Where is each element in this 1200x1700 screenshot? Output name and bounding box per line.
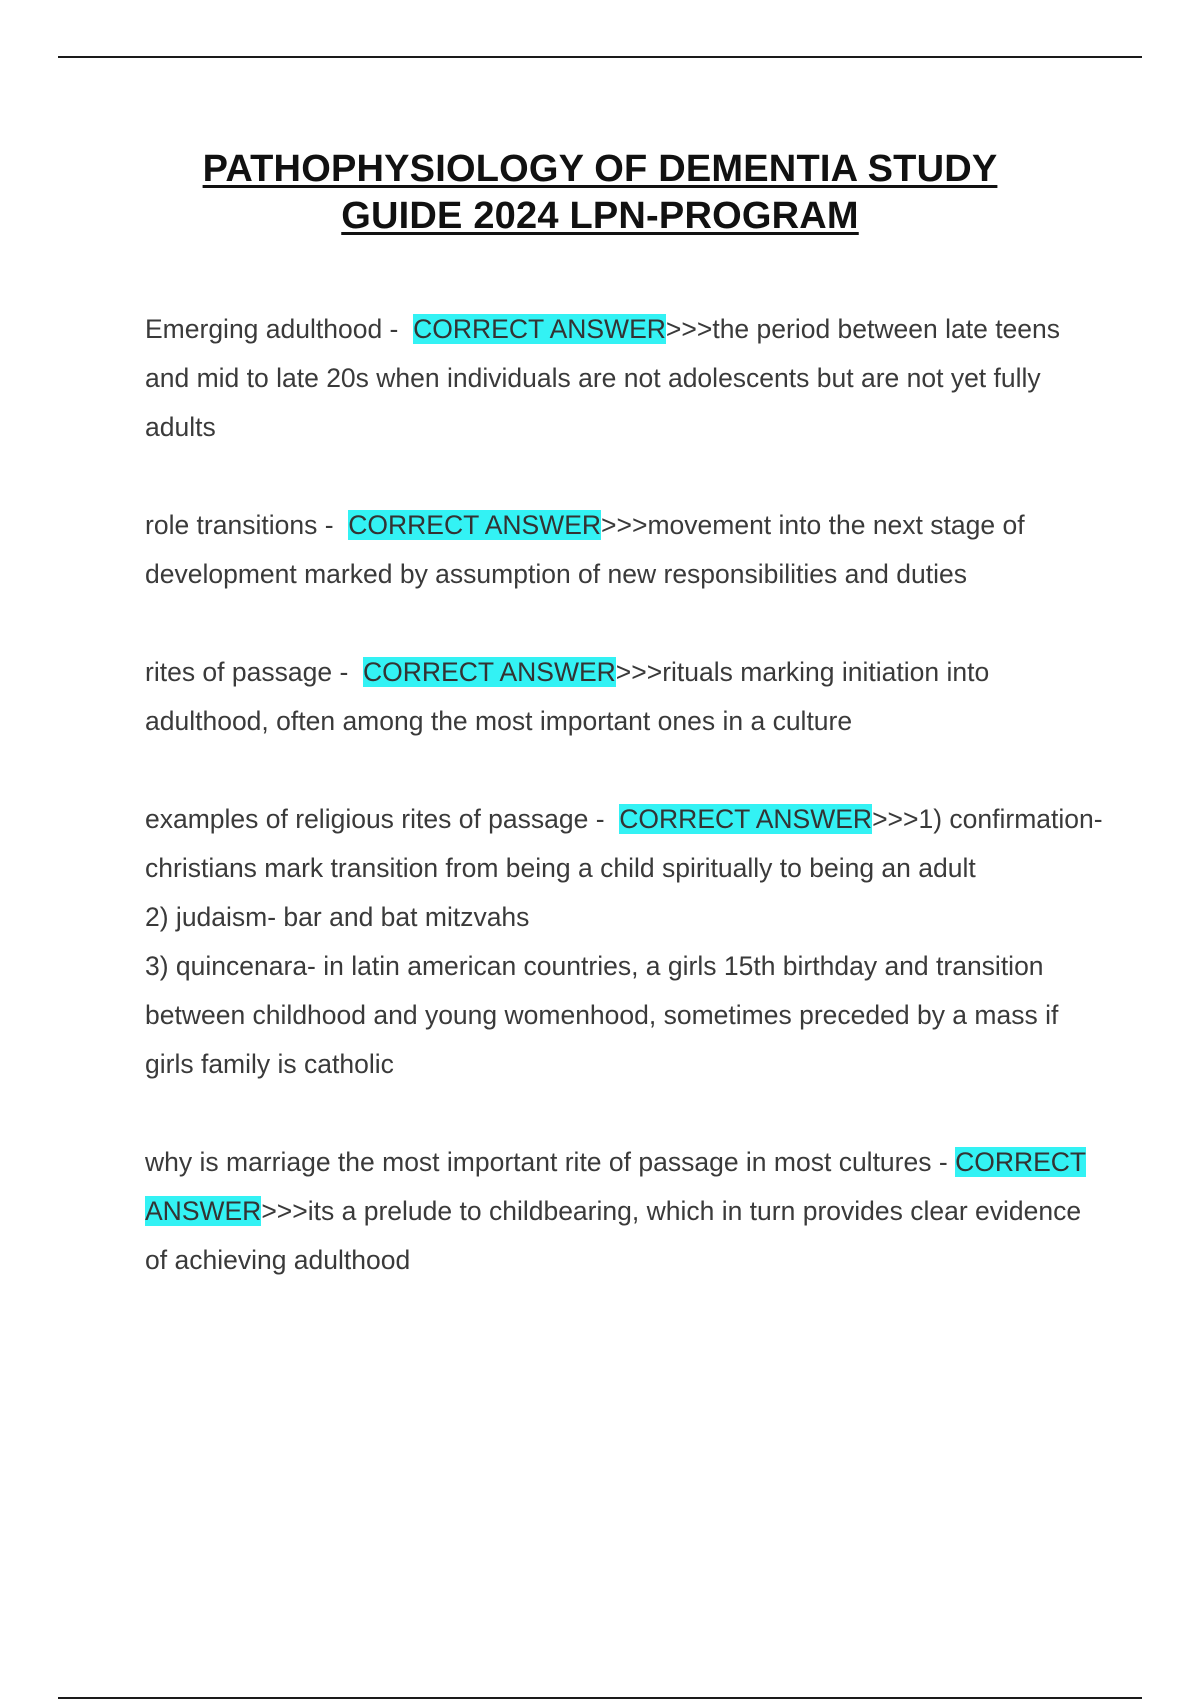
answer-arrow: >>> (872, 804, 919, 834)
entry-answer: movement into the next stage of development marked by assumption of new responsibilities and duties (145, 510, 1025, 589)
entry-term: role transitions - (145, 510, 334, 540)
entry-term: why is marriage the most important rite of passage in most cultures - (145, 1147, 948, 1177)
title-line-2: GUIDE 2024 LPN-PROGRAM (341, 195, 859, 237)
correct-answer-highlight: CORRECT ANSWER (145, 1147, 1087, 1226)
answer-arrow: >>> (665, 314, 713, 344)
entry-answer: the period between late teens and mid to late 20s when individuals are not adolescents but are not yet fully adults (145, 314, 1061, 442)
entry-answer: 1) confirmation- christians mark transition from being a child spiritually to being an adult (145, 804, 1103, 883)
correct-answer-highlight: CORRECT ANSWER (619, 804, 873, 834)
entry-term: Emerging adulthood - (145, 314, 399, 344)
flashcard-entry-5 (145, 1138, 1105, 1285)
entry-answer: its a prelude to childbearing, which in turn provides clear evidence of achieving adulthood (145, 1196, 1082, 1275)
correct-answer-highlight: CORRECT ANSWER (413, 314, 666, 344)
correct-answer-highlight: CORRECT ANSWER (363, 657, 616, 687)
answer-arrow: >>> (261, 1196, 308, 1226)
page-title (100, 146, 1100, 240)
answer-arrow: >>> (601, 510, 648, 540)
flashcard-list (145, 305, 1105, 1334)
entry-answer-line-3: 3) quincenara- in latin american countries, a girls 15th birthday and transition between childhood and young womenhood, sometimes preceded by a mass if girls family is catholic (145, 951, 1059, 1079)
flashcard-entry-3 (145, 648, 1105, 746)
title-line-1: PATHOPHYSIOLOGY OF DEMENTIA STUDY (202, 148, 998, 190)
footer-rule (58, 1697, 1142, 1699)
entry-term: examples of religious rites of passage - (145, 804, 605, 834)
answer-arrow: >>> (615, 657, 663, 687)
entry-answer-line-2: 2) judaism- bar and bat mitzvahs (145, 902, 530, 932)
entry-term: rites of passage - (145, 657, 349, 687)
flashcard-entry-1 (145, 305, 1105, 452)
entry-answer: rituals marking initiation into adulthood, often among the most important ones in a culture (145, 657, 990, 736)
flashcard-entry-2 (145, 501, 1105, 599)
flashcard-entry-4 (145, 795, 1105, 1089)
correct-answer-highlight: CORRECT ANSWER (348, 510, 602, 540)
header-rule (58, 56, 1142, 58)
